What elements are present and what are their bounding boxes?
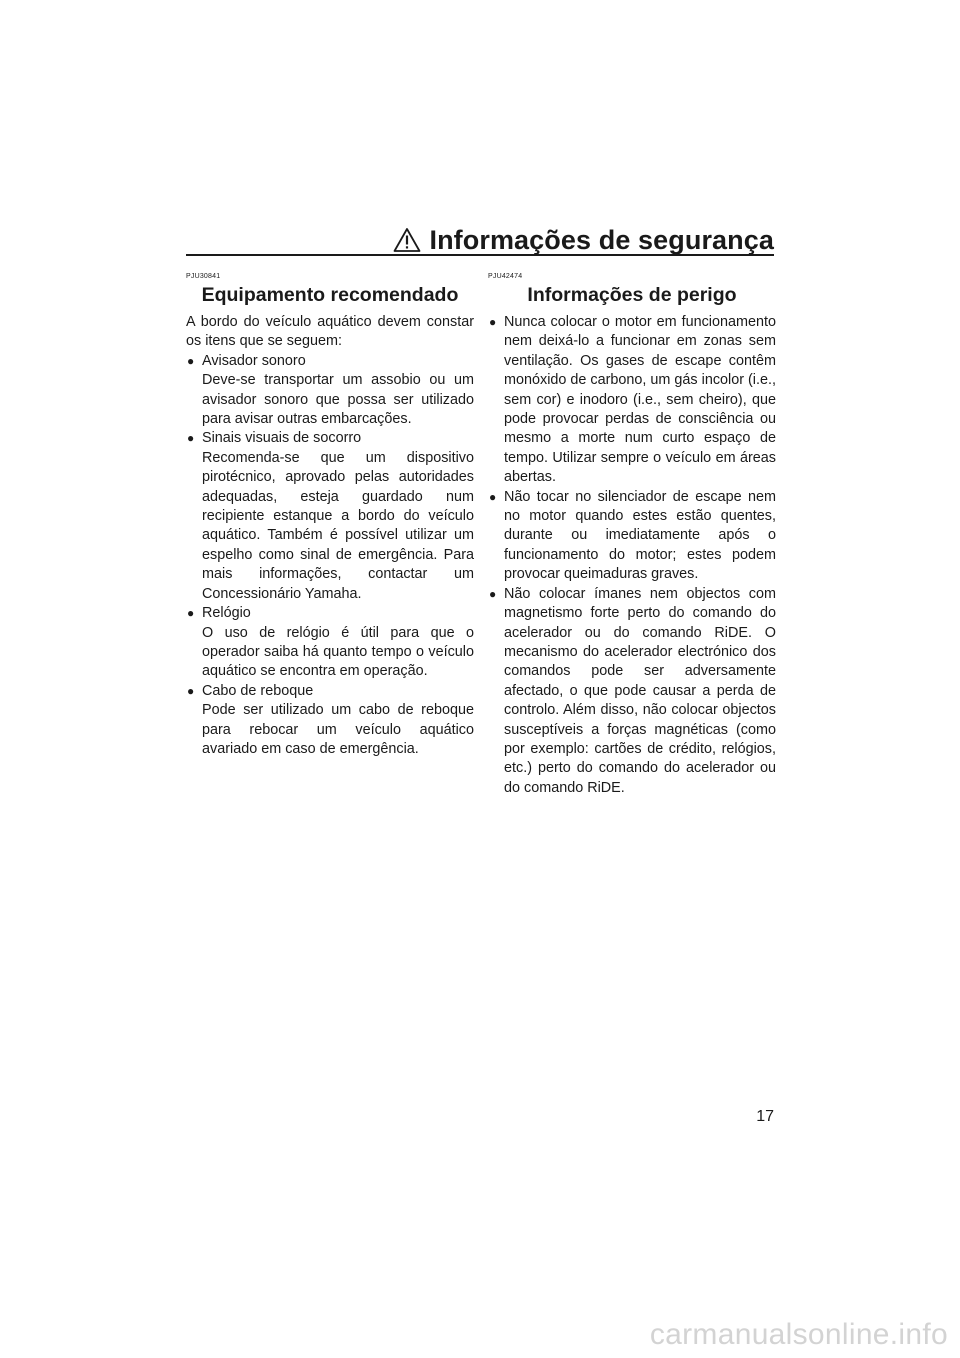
section-code: PJU42474 <box>488 273 523 280</box>
bullet-icon: ● <box>489 586 497 601</box>
list-item <box>186 429 474 604</box>
section-title: Equipamento recomendado <box>201 284 459 306</box>
list-item-body: Pode ser utilizado um cabo de reboque para rebocar um veículo aquático avariado em caso de emergência. <box>202 702 474 757</box>
bullet-icon: ● <box>187 606 195 621</box>
list-item <box>186 682 474 760</box>
list-item-body: Não colocar ímanes nem objectos com magnetismo forte perto do comando do acelerador ou do comando RiDE. O mecanismo do acelerador electrónico dos comandos pode ser adversamente afectado, o que pode causar a perda de controlo. Além disso, não colocar objectos susceptíveis a forças magnéticas (como por exemplo: cartões de crédito, relógios, etc.) perto do comando do acelerador ou do comando RiDE. <box>504 585 776 796</box>
bullet-icon: ● <box>187 683 195 698</box>
warning-triangle-icon <box>393 227 421 253</box>
list-item <box>186 604 474 682</box>
section-intro: A bordo do veículo aquático devem constar os itens que se seguem: <box>186 314 474 350</box>
bullet-icon: ● <box>187 431 195 446</box>
page-header <box>186 222 774 258</box>
footer-watermark: carmanualsonline.info <box>649 1318 948 1351</box>
page-title: Informações de segurança <box>429 224 774 255</box>
bullet-icon: ● <box>489 489 497 504</box>
section-title: Informações de perigo <box>527 284 737 306</box>
list-item <box>488 313 776 488</box>
list-item <box>488 488 776 585</box>
list-item-heading: Cabo de reboque <box>202 682 314 699</box>
list-item <box>488 585 776 798</box>
header-rule <box>186 254 774 256</box>
section-code: PJU30841 <box>186 273 221 280</box>
list-item-heading: Sinais visuais de socorro <box>202 430 362 447</box>
list-item-body: Deve-se transportar um assobio ou um avisador sonoro que possa ser utilizado para avisar outras embarcações. <box>202 372 474 428</box>
list-item-body: O uso de relógio é útil para que o operador saiba há quanto tempo o veículo aquático se encontra em operação. <box>202 624 474 680</box>
list-item-body: Não tocar no silenciador de escape nem no motor quando estes estão quentes, durante ou imediatamente após o funcionamento do motor; estes podem provocar queimaduras graves. <box>504 488 776 583</box>
list-item-heading: Relógio <box>202 605 251 622</box>
list-item-heading: Avisador sonoro <box>202 352 306 369</box>
header-title-group <box>393 225 774 256</box>
list-item-body: Nunca colocar o motor em funcionamento nem deixá-lo a funcionar em zonas sem ventilação. Os gases de escape contêm monóxido de carbono, um gás incolor (i.e., sem cor) e inodoro (i.e., sem cheiro), que pode provocar perdas de consciência ou mesmo a morte num curto espaço de tempo. Utilizar sempre o veículo em áreas abertas. <box>504 314 776 486</box>
right-column <box>488 273 776 798</box>
list-item <box>186 352 474 430</box>
left-column <box>186 273 474 759</box>
bullet-icon: ● <box>187 353 195 368</box>
bullet-icon: ● <box>489 315 497 329</box>
list-item-body: Recomenda-se que um dispositivo pirotécnico, aprovado pelas autoridades adequadas, esteja guardado num recipiente estanque a bordo do veículo aquático. Também é possível utilizar um espelho como sinal de emergência. Para mais informações, contactar um Concessionário Yamaha. <box>202 449 474 602</box>
page-number: 17 <box>756 1108 774 1125</box>
